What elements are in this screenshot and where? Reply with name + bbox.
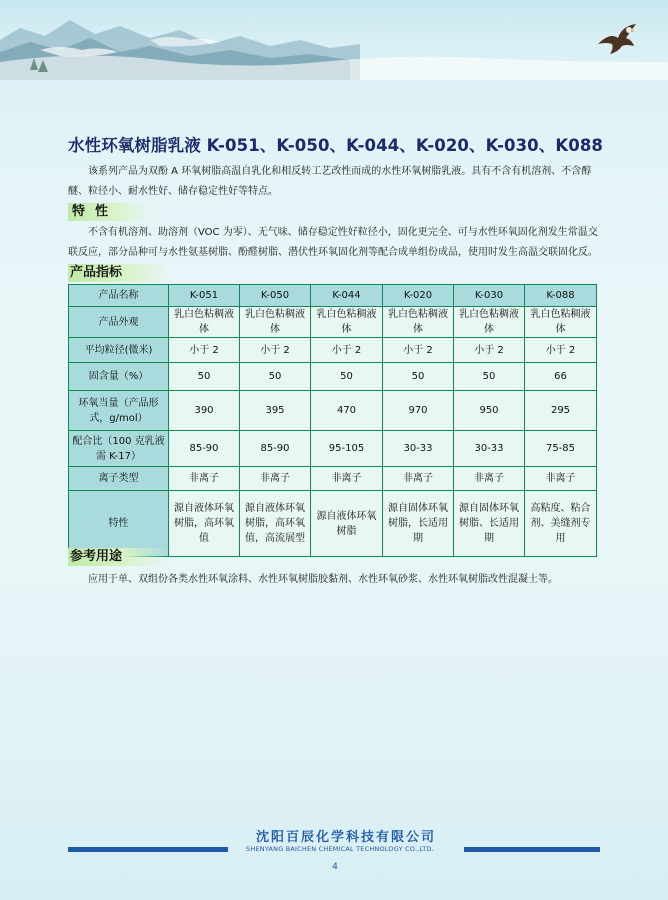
table-cell: 85-90 [169, 431, 240, 467]
applications-paragraph: 应用于单、双组份各类水性环氧涂料、水性环氧树脂胶黏剂、水性环氧砂浆、水性环氧树脂改性混凝土等。 [88, 574, 558, 585]
table-cell: 395 [240, 391, 311, 431]
table-cell: 75-85 [525, 431, 597, 467]
spec-table [68, 284, 597, 557]
table-cell: 30-33 [454, 431, 525, 467]
table-cell: 470 [311, 391, 383, 431]
company-name-cn: 沈阳百辰化学科技有限公司 [255, 830, 436, 845]
table-row [69, 491, 597, 557]
table-cell: 小于 2 [454, 338, 525, 363]
table-cell: 950 [454, 391, 525, 431]
table-cell: 50 [383, 363, 454, 391]
table-cell: 50 [454, 363, 525, 391]
table-cell: 乳白色粘稠液体 [240, 307, 311, 338]
footer-rule-left [68, 847, 228, 852]
header-banner-image [0, 0, 668, 80]
table-cell: 小于 2 [525, 338, 597, 363]
table-row [69, 285, 597, 307]
table-row [69, 431, 597, 467]
features-paragraph: 不含有机溶剂、助溶剂（VOC 为零）、无气味、储存稳定性好粒径小，固化更完全、可与水性环氧固化剂发生常温交联反应，部分品种可与水性氨基树脂、酚醛树脂、潜伏性环氧固化剂等配合成单组份成品，使用时发生高温交联固化反。 [68, 227, 598, 258]
table-cell: 小于 2 [240, 338, 311, 363]
table-cell: 高粘度、粘合剂、美缝剂专用 [525, 491, 597, 557]
row-label: 平均粒径(微米) [69, 338, 169, 363]
table-cell: 85-90 [240, 431, 311, 467]
applications-heading: 参考用途 [68, 548, 168, 566]
table-cell: 源自固体环氧树脂，长适用期 [383, 491, 454, 557]
table-cell: 非离子 [240, 467, 311, 491]
page-title: 水性环氧树脂乳液 K-051、K-050、K-044、K-020、K-030、K088 [68, 136, 603, 155]
table-cell: 源自液体环氧树脂，高环氧值 [169, 491, 240, 557]
footer-rule-right [464, 847, 600, 852]
intro-paragraph: 该系列产品为双酚 A 环氧树脂高温自乳化和相反转工艺改性而成的水性环氧树脂乳液。具有不含有机溶剂、不含醇醚、粒径小、耐水性好、储存稳定性好等特点。 [68, 166, 592, 197]
column-header: K-044 [311, 285, 383, 307]
table-cell: 30-33 [383, 431, 454, 467]
row-label: 产品名称 [69, 285, 169, 307]
table-row [69, 338, 597, 363]
table-cell: 50 [311, 363, 383, 391]
table-cell: 非离子 [311, 467, 383, 491]
table-cell: 非离子 [383, 467, 454, 491]
column-header: K-088 [525, 285, 597, 307]
table-cell: 乳白色粘稠液体 [383, 307, 454, 338]
row-label: 环氧当量（产品形式，g/mol） [69, 391, 169, 431]
table-cell: 乳白色粘稠液体 [454, 307, 525, 338]
page-number: 4 [332, 862, 338, 872]
row-label: 配合比（100 克乳液需 K-17） [69, 431, 169, 467]
eagle-icon [596, 22, 640, 56]
table-cell: 非离子 [169, 467, 240, 491]
table-cell: 源自液体环氧树脂，高环氧值，高流展型 [240, 491, 311, 557]
table-cell: 乳白色粘稠液体 [525, 307, 597, 338]
row-label: 离子类型 [69, 467, 169, 491]
table-cell: 970 [383, 391, 454, 431]
table-row [69, 307, 597, 338]
table-cell: 非离子 [525, 467, 597, 491]
spec-heading: 产品指标 [68, 264, 168, 282]
spec-table-body [69, 285, 597, 557]
table-cell: 小于 2 [311, 338, 383, 363]
table-cell: 乳白色粘稠液体 [169, 307, 240, 338]
table-cell: 66 [525, 363, 597, 391]
row-label: 特性 [69, 491, 169, 557]
features-heading: 特性 [68, 203, 150, 221]
column-header: K-051 [169, 285, 240, 307]
table-cell: 95-105 [311, 431, 383, 467]
table-cell: 源自固体环氧树脂、长适用期 [454, 491, 525, 557]
table-cell: 295 [525, 391, 597, 431]
column-header: K-050 [240, 285, 311, 307]
table-cell: 非离子 [454, 467, 525, 491]
row-label: 产品外观 [69, 307, 169, 338]
table-row [69, 391, 597, 431]
table-cell: 源自液体环氧树脂 [311, 491, 383, 557]
company-name-en: SHENYANG BAICHEN CHEMICAL TECHNOLOGY CO.,LTD. [246, 845, 434, 853]
table-cell: 小于 2 [383, 338, 454, 363]
table-row [69, 363, 597, 391]
column-header: K-020 [383, 285, 454, 307]
row-label: 固含量（%） [69, 363, 169, 391]
table-cell: 50 [240, 363, 311, 391]
column-header: K-030 [454, 285, 525, 307]
table-cell: 390 [169, 391, 240, 431]
table-cell: 乳白色粘稠液体 [311, 307, 383, 338]
table-cell: 50 [169, 363, 240, 391]
table-row [69, 467, 597, 491]
table-cell: 小于 2 [169, 338, 240, 363]
